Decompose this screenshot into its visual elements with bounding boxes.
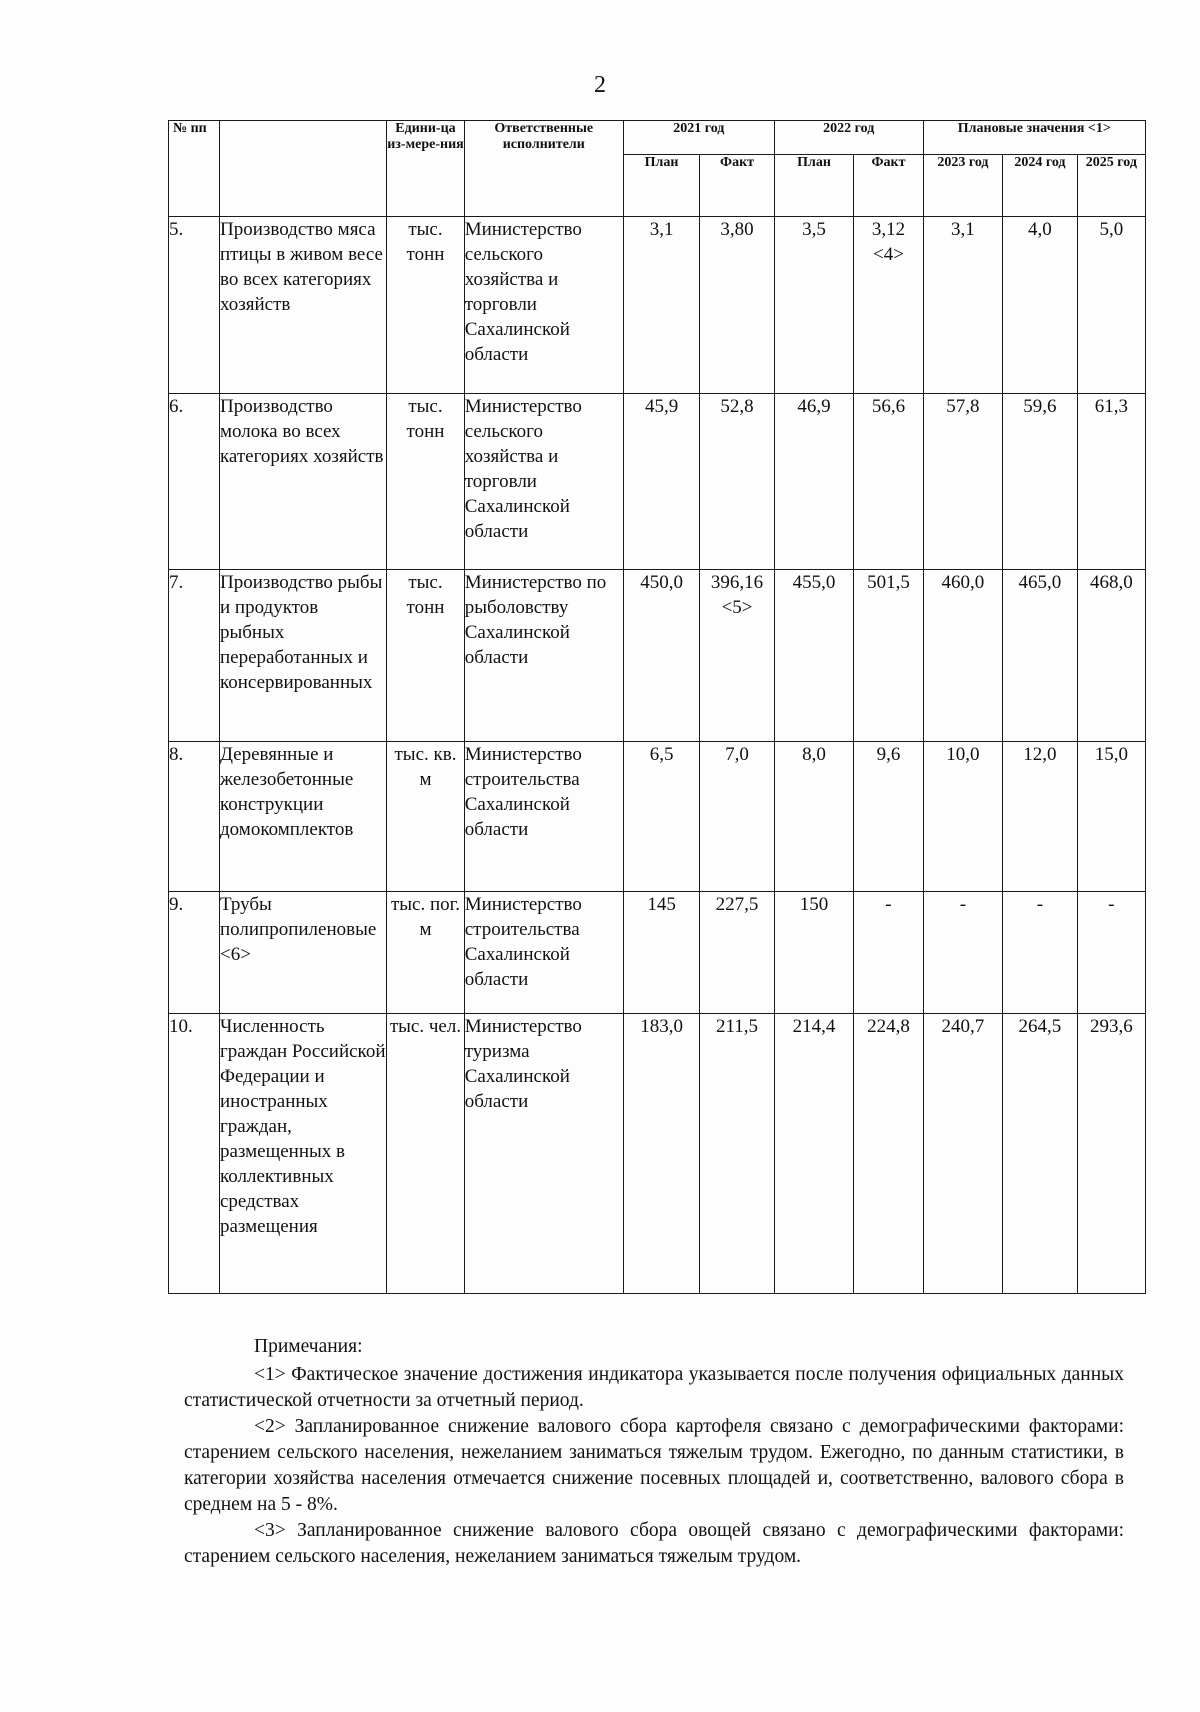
value-2025: - — [1077, 892, 1145, 1014]
value-2025: 61,3 — [1077, 394, 1145, 570]
plan-2022: 150 — [774, 892, 854, 1014]
header-num: № пп — [169, 121, 220, 217]
header-2025: 2025 год — [1077, 155, 1145, 217]
unit: тыс. кв. м — [387, 742, 465, 892]
row-number: 5. — [169, 217, 220, 394]
unit: тыс. пог. м — [387, 892, 465, 1014]
unit: тыс. тонн — [387, 570, 465, 742]
indicator-name: Деревянные и железобетонные конструкции домокомплектов — [219, 742, 386, 892]
responsible: Министерство строительства Сахалинской области — [464, 742, 623, 892]
row-number: 8. — [169, 742, 220, 892]
value-2023: 10,0 — [923, 742, 1003, 892]
table-row — [169, 1014, 1146, 1294]
fact-2022: 3,12 <4> — [854, 217, 923, 394]
indicator-name: Трубы полипропиленовые <6> — [219, 892, 386, 1014]
value-2025: 468,0 — [1077, 570, 1145, 742]
value-2023: 3,1 — [923, 217, 1003, 394]
row-number: 10. — [169, 1014, 220, 1294]
table-row — [169, 742, 1146, 892]
header-name — [219, 121, 386, 217]
value-2024: - — [1003, 892, 1077, 1014]
value-2023: 460,0 — [923, 570, 1003, 742]
plan-2022: 8,0 — [774, 742, 854, 892]
header-2021: 2021 год — [623, 121, 774, 155]
header-plan-2022: План — [774, 155, 854, 217]
header-plan-values: Плановые значения <1> — [923, 121, 1145, 155]
responsible: Министерство туризма Сахалинской области — [464, 1014, 623, 1294]
fact-2022: 224,8 — [854, 1014, 923, 1294]
plan-2022: 46,9 — [774, 394, 854, 570]
value-2025: 5,0 — [1077, 217, 1145, 394]
fact-2021: 7,0 — [700, 742, 774, 892]
unit: тыс. тонн — [387, 217, 465, 394]
notes-section — [184, 1334, 1124, 1570]
row-number: 6. — [169, 394, 220, 570]
row-number: 9. — [169, 892, 220, 1014]
table-row — [169, 570, 1146, 742]
header-fact-2021: Факт — [700, 155, 774, 217]
plan-2021: 3,1 — [623, 217, 699, 394]
indicators-table — [168, 120, 1146, 1294]
responsible: Министерство сельского хозяйства и торговли Сахалинской области — [464, 394, 623, 570]
responsible: Министерство сельского хозяйства и торговли Сахалинской области — [464, 217, 623, 394]
unit: тыс. тонн — [387, 394, 465, 570]
value-2024: 465,0 — [1003, 570, 1077, 742]
indicator-name: Производство молока во всех категориях хозяйств — [219, 394, 386, 570]
value-2025: 15,0 — [1077, 742, 1145, 892]
plan-2022: 455,0 — [774, 570, 854, 742]
notes-title: Примечания: — [254, 1336, 363, 1357]
header-plan-2021: План — [623, 155, 699, 217]
plan-2021: 45,9 — [623, 394, 699, 570]
unit: тыс. чел. — [387, 1014, 465, 1294]
value-2024: 12,0 — [1003, 742, 1077, 892]
indicator-name: Производство мяса птицы в живом весе во всех категориях хозяйств — [219, 217, 386, 394]
note-item: <1> Фактическое значение достижения индикатора указывается после получения официальных данных статистической отчетности за отчетный период. — [184, 1364, 1124, 1411]
plan-2021: 6,5 — [623, 742, 699, 892]
header-2023: 2023 год — [923, 155, 1003, 217]
fact-2021: 211,5 — [700, 1014, 774, 1294]
header-2022: 2022 год — [774, 121, 923, 155]
value-2024: 59,6 — [1003, 394, 1077, 570]
fact-2021: 227,5 — [700, 892, 774, 1014]
fact-2022: 9,6 — [854, 742, 923, 892]
header-2024: 2024 год — [1003, 155, 1077, 217]
plan-2022: 3,5 — [774, 217, 854, 394]
value-2024: 264,5 — [1003, 1014, 1077, 1294]
plan-2022: 214,4 — [774, 1014, 854, 1294]
note-item: <3> Запланированное снижение валового сбора овощей связано с демографическими факторами: старением сельского населения, нежеланием заниматься тяжелым трудом. — [184, 1520, 1124, 1567]
indicator-name: Численность граждан Российской Федерации и иностранных граждан, размещенных в коллективных средствах размещения — [219, 1014, 386, 1294]
fact-2021: 3,80 — [700, 217, 774, 394]
table-row — [169, 394, 1146, 570]
header-fact-2022: Факт — [854, 155, 923, 217]
table-row — [169, 217, 1146, 394]
value-2024: 4,0 — [1003, 217, 1077, 394]
fact-2021: 52,8 — [700, 394, 774, 570]
plan-2021: 145 — [623, 892, 699, 1014]
responsible: Министерство строительства Сахалинской области — [464, 892, 623, 1014]
row-number: 7. — [169, 570, 220, 742]
value-2025: 293,6 — [1077, 1014, 1145, 1294]
header-responsible: Ответственные исполнители — [464, 121, 623, 217]
indicator-name: Производство рыбы и продуктов рыбных переработанных и консервированных — [219, 570, 386, 742]
plan-2021: 183,0 — [623, 1014, 699, 1294]
fact-2022: - — [854, 892, 923, 1014]
header-unit: Едини-ца из-мере-ния — [387, 121, 465, 217]
note-item: <2> Запланированное снижение валового сбора картофеля связано с демографическими факторами: старением сельского населения, нежеланием заниматься тяжелым трудом. Ежегодно, по данным статистики, в категории хозяйства населения отмечается снижение посевных площадей и, соответственно, валового сбора в среднем на 5 - 8%. — [184, 1416, 1124, 1515]
page-number: 2 — [594, 72, 606, 98]
fact-2022: 501,5 — [854, 570, 923, 742]
value-2023: 240,7 — [923, 1014, 1003, 1294]
fact-2022: 56,6 — [854, 394, 923, 570]
value-2023: - — [923, 892, 1003, 1014]
value-2023: 57,8 — [923, 394, 1003, 570]
fact-2021: 396,16 <5> — [700, 570, 774, 742]
table-row — [169, 892, 1146, 1014]
plan-2021: 450,0 — [623, 570, 699, 742]
responsible: Министерство по рыболовству Сахалинской области — [464, 570, 623, 742]
